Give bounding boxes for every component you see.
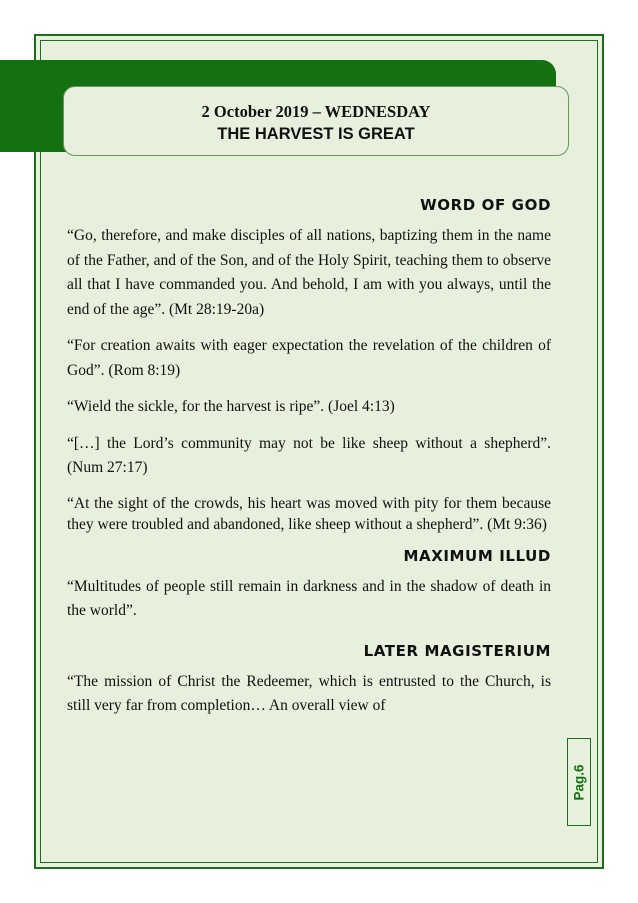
scripture-paragraph: “Go, therefore, and make disciples of all nations, baptizing them in the name of the Father, and of the Son, and of the Holy Spirit, teaching them to observe all that I have commanded you. And behold, I am with you always, until the end of the age”. (Mt 28:19-20a) — [67, 227, 551, 318]
section-maximum-illud — [67, 547, 551, 624]
page-number-tab — [567, 738, 591, 826]
scripture-paragraph: “[…] the Lord’s community may not be like sheep without a shepherd”. (Num 27:17) — [67, 434, 551, 476]
section-heading: MAXIMUM ILLUD — [403, 546, 551, 565]
page-number: Pag.6 — [571, 763, 587, 801]
page-content — [67, 196, 551, 731]
section-heading: LATER MAGISTERIUM — [363, 641, 551, 660]
header-title: THE HARVEST IS GREAT — [217, 125, 415, 143]
header-title-box — [63, 86, 569, 156]
section-later-magisterium — [67, 642, 551, 719]
scripture-paragraph: “At the sight of the crowds, his heart was moved with pity for them because they were troubled and abandoned, like sheep without a shepherd”. (Mt 9:36) — [67, 494, 551, 533]
section-heading: WORD OF GOD — [420, 196, 551, 214]
quote-paragraph: “Multitudes of people still remain in darkness and in the shadow of death in the world”. — [67, 577, 551, 619]
section-word-of-god — [67, 196, 551, 535]
quote-paragraph: “The mission of Christ the Redeemer, which is entrusted to the Church, is still very far from completion… An overall view of — [67, 672, 551, 714]
scripture-paragraph: “Wield the sickle, for the harvest is ripe”. (Joel 4:13) — [67, 398, 395, 415]
scripture-paragraph: “For creation awaits with eager expectation the revelation of the children of God”. (Rom 8:19) — [67, 337, 551, 379]
header-date: 2 October 2019 – WEDNESDAY — [201, 102, 431, 121]
